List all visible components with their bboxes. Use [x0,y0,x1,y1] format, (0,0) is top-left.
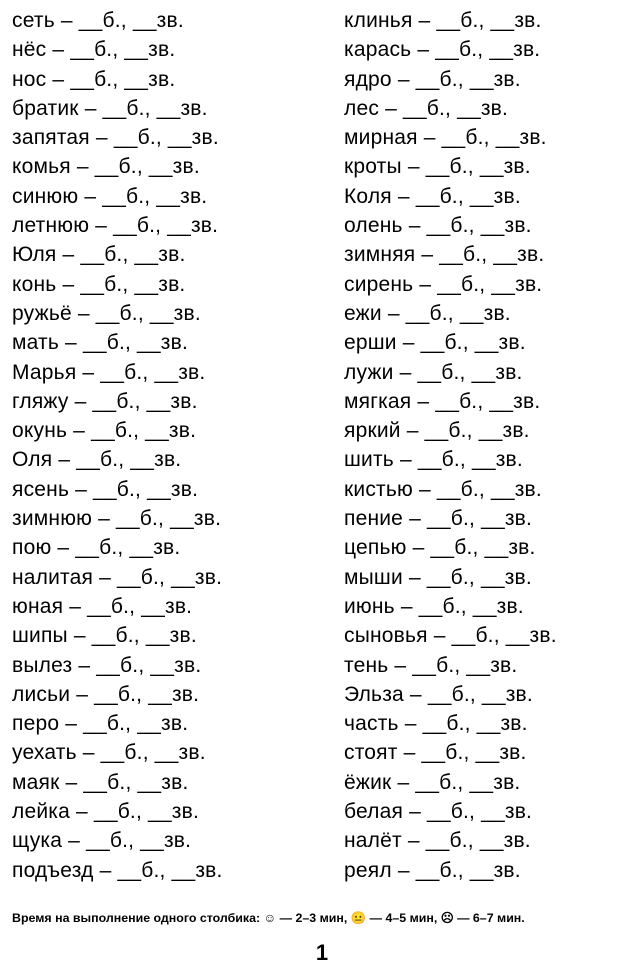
word-row: маяк – __б., __зв. [12,770,189,794]
word-row: часть – __б., __зв. [344,712,528,736]
word-row: запятая – __б., __зв. [12,126,219,150]
word-row: налитая – __б., __зв. [12,565,223,589]
word-row: шипы – __б., __зв. [12,624,197,648]
word-row: нёс – __б., __зв. [12,38,176,62]
word-row: гляжу – __б., __зв. [12,389,198,413]
word-row: реял – __б., __зв. [344,858,521,882]
word-row: сыновья – __б., __зв. [344,624,557,648]
word-row: кроты – __б., __зв. [344,155,531,179]
word-row: мирная – __б., __зв. [344,126,547,150]
word-row: сеть – __б., __зв. [12,9,184,32]
word-row: щука – __б., __зв. [12,829,192,853]
word-row: кистью – __б., __зв. [344,477,542,501]
word-row: лес – __б., __зв. [344,96,509,120]
word-row: лужи – __б., __зв. [344,360,523,384]
word-row: карась – __б., __зв. [344,38,541,62]
word-row: ясень – __б., __зв. [12,477,199,501]
word-row: ядро – __б., __зв. [344,67,521,91]
word-row: мягкая – __б., __зв. [344,389,541,413]
word-row: лисьи – __б., __зв. [12,682,200,706]
word-row: конь – __б., __зв. [12,272,186,296]
word-row: ежи – __б., __зв. [344,301,511,325]
left-word-column [12,6,330,885]
word-row: июнь – __б., __зв. [344,594,524,618]
word-row: клинья – __б., __зв. [344,9,542,32]
word-row: белая – __б., __зв. [344,800,533,824]
word-row: олень – __б., __зв. [344,214,532,238]
word-row: ружьё – __б., __зв. [12,301,201,325]
time-instruction: Время на выполнение одного столбика: ☺ — 2–3 мин, 😐 — 4–5 мин, ☹ — 6–7 мин. [12,911,525,925]
word-row: Коля – __б., __зв. [344,184,521,208]
word-row: вылез – __б., __зв. [12,653,202,677]
word-row: яркий – __б., __зв. [344,419,530,443]
word-row: шить – __б., __зв. [344,448,523,472]
word-row: пою – __б., __зв. [12,536,181,560]
word-row: уехать – __б., __зв. [12,741,206,765]
word-row: синюю – __б., __зв. [12,184,208,208]
word-row: Оля – __б., __зв. [12,448,182,472]
word-row: летнюю – __б., __зв. [12,214,219,238]
word-row: пение – __б., __зв. [344,507,533,531]
word-row: зимнюю – __б., __зв. [12,507,222,531]
word-row: лейка – __б., __зв. [12,800,200,824]
word-row: перо – __б., __зв. [12,712,189,736]
word-row: налёт – __б., __зв. [344,829,531,853]
word-row: окунь – __б., __зв. [12,419,197,443]
word-row: нос – __б., __зв. [12,67,176,91]
word-row: юная – __б., __зв. [12,594,193,618]
word-row: Марья – __б., __зв. [12,360,206,384]
word-row: мыши – __б., __зв. [344,565,532,589]
word-row: подъезд – __б., __зв. [12,858,223,882]
word-row: зимняя – __б., __зв. [344,243,545,267]
word-row: ёжик – __б., __зв. [344,770,521,794]
word-row: тень – __б., __зв. [344,653,518,677]
word-row: братик – __б., __зв. [12,96,208,120]
word-row: Эльза – __б., __зв. [344,682,533,706]
page-number: 1 [315,940,329,965]
word-row: цепью – __б., __зв. [344,536,536,560]
word-row: комья – __б., __зв. [12,155,200,179]
word-row: Юля – __б., __зв. [12,243,186,267]
word-row: стоят – __б., __зв. [344,741,527,765]
word-row: сирень – __б., __зв. [344,272,543,296]
word-row: мать – __б., __зв. [12,331,189,355]
right-word-column [344,6,640,885]
word-row: ерши – __б., __зв. [344,331,526,355]
